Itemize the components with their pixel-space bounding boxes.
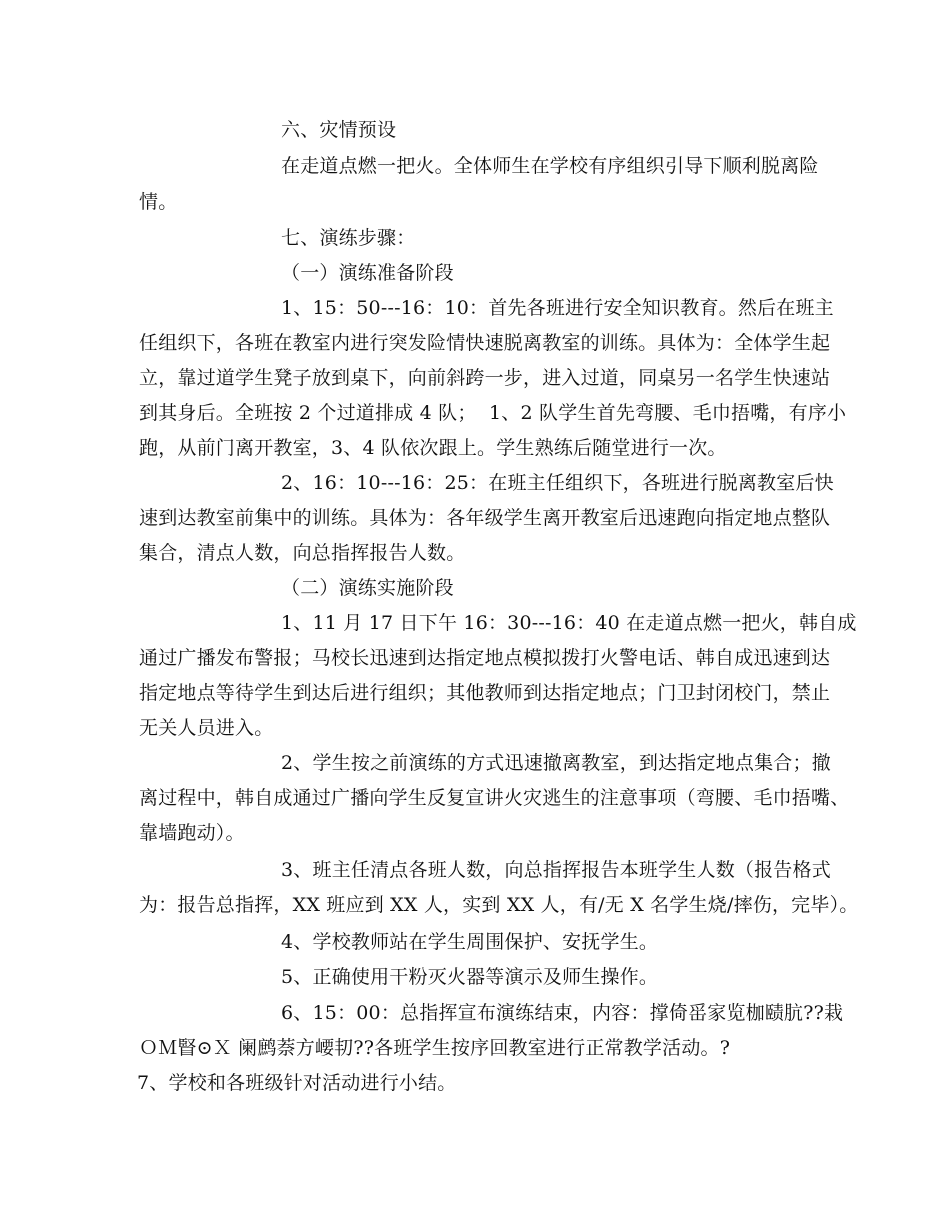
paragraph-line: 2、学生按之前演练的方式迅速撤离教室，到达指定地点集合；撤 [281,752,831,774]
subsection-heading-preparation: （一）演练准备阶段 [281,262,454,284]
paragraph-line: 集合，清点人数，向总指挥报告人数。 [139,542,466,564]
paragraph-line: 情。 [139,191,178,213]
paragraph-line: 速到达教室前集中的训练。具体为：各年级学生离开教室后迅速跑向指定地点整队 [139,507,831,529]
paragraph-line: ＯＭ䁂⊙Ｘ 阑鹧萘方崾㓞??各班学生按序回教室进行正常教学活动。? [139,1037,731,1059]
paragraph-line: 跑，从前门离开教室，3、4 队依次跟上。学生熟练后随堂进行一次。 [139,437,727,459]
paragraph-line: 靠墙跑动）。 [139,822,245,844]
subsection-heading-implementation: （二）演练实施阶段 [281,577,454,599]
paragraph-line: 无关人员进入。 [139,717,274,739]
paragraph-line: 为：报告总指挥，XX 班应到 XX 人，实到 XX 人，有/无 X 名学生烧/摔伤，完毕）。 [139,894,859,916]
paragraph-line: 2、16：10---16：25：在班主任组织下，各班进行脱离教室后快 [281,472,834,494]
paragraph-line: 到其身后。全班按 2 个过道排成 4 队； 1、2 队学生首先弯腰、毛巾捂嘴，有序小 [139,402,847,424]
paragraph-line: 1、11 月 17 日下午 16：30---16：40 在走道点燃一把火，韩自成 [281,612,857,634]
paragraph-line: 3、班主任清点各班人数，向总指挥报告本班学生人数（报告格式 [281,859,831,881]
paragraph-line: 离过程中，韩自成通过广播向学生反复宣讲火灾逃生的注意事项（弯腰、毛巾捂嘴、 [139,787,850,809]
paragraph-line: 指定地点等待学生到达后进行组织；其他教师到达指定地点；门卫封闭校门，禁止 [139,682,831,704]
paragraph-line: 立，靠过道学生凳子放到桌下，向前斜跨一步，进入过道，同桌另一名学生快速站 [139,367,831,389]
paragraph-line: 在走道点燃一把火。全体师生在学校有序组织引导下顺利脱离险 [281,155,819,177]
paragraph-line: 4、学校教师站在学生周围保护、安抚学生。 [281,931,659,953]
section-heading-disaster-scenario: 六、灾情预设 [281,119,397,141]
paragraph-line: 1、15：50---16：10：首先各班进行安全知识教育。然后在班主 [281,297,834,319]
paragraph-line: 6、15：00：总指挥宣布演练结束，内容：撑倚䍃家览枷赜肮??栽 [281,1002,844,1024]
paragraph-line: 7、学校和各班级针对活动进行小结。 [137,1072,457,1094]
paragraph-line: 通过广播发布警报；马校长迅速到达指定地点模拟拨打火警电话、韩自成迅速到达 [139,647,831,669]
paragraph-line: 5、正确使用干粉灭火器等演示及师生操作。 [281,966,659,988]
section-heading-drill-steps: 七、演练步骤： [281,227,416,249]
paragraph-line: 任组织下，各班在教室内进行突发险情快速脱离教室的训练。具体为：全体学生起 [139,332,831,354]
